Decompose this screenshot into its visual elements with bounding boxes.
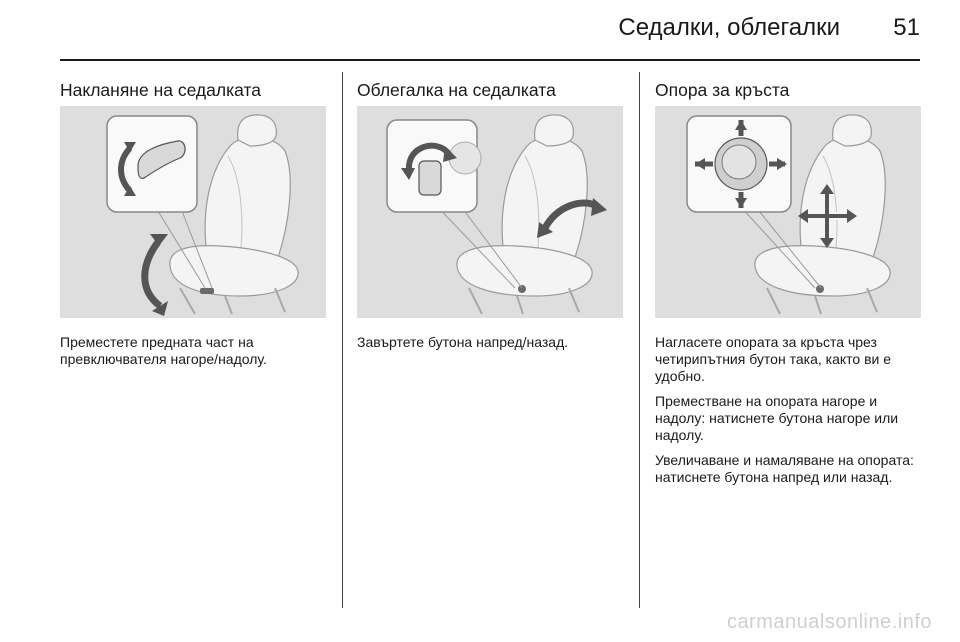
seat-tilt-drawing [60, 106, 326, 318]
seat-tilt-illustration [60, 106, 326, 318]
column-divider [639, 72, 640, 608]
lumbar-support-drawing [655, 106, 921, 318]
section-heading: Облегалка на седалката [357, 80, 556, 100]
lumbar-support-illustration [655, 106, 921, 318]
page-number: 51 [893, 14, 920, 41]
seat-backrest-illustration [357, 106, 623, 318]
instruction-text: Преместете предната част на превключвателя нагоре/надолу. [60, 334, 267, 367]
header-rule [60, 59, 920, 61]
seat-backrest-drawing [357, 106, 623, 318]
column-divider [342, 72, 343, 608]
instruction-text: Увеличаване и намаляване на опората: натиснете бутона напред или назад. [655, 452, 914, 485]
section-heading: Опора за кръста [655, 80, 790, 100]
watermark: carmanualsonline.info [726, 611, 932, 633]
instruction-text: Нагласете опората за кръста чрез четирипътния бутон така, както ви е удобно. [655, 334, 891, 384]
section-lumbar-support [655, 80, 921, 486]
page-header-title: Седалки, облегалки [618, 14, 840, 41]
instruction-text: Завъртете бутона напред/назад. [357, 334, 569, 350]
section-seat-backrest [357, 80, 623, 351]
instruction-text: Преместване на опората нагоре и надолу: натиснете бутона нагоре или надолу. [655, 393, 899, 443]
section-seat-tilt [60, 80, 326, 368]
section-heading: Накланяне на седалката [60, 80, 262, 100]
